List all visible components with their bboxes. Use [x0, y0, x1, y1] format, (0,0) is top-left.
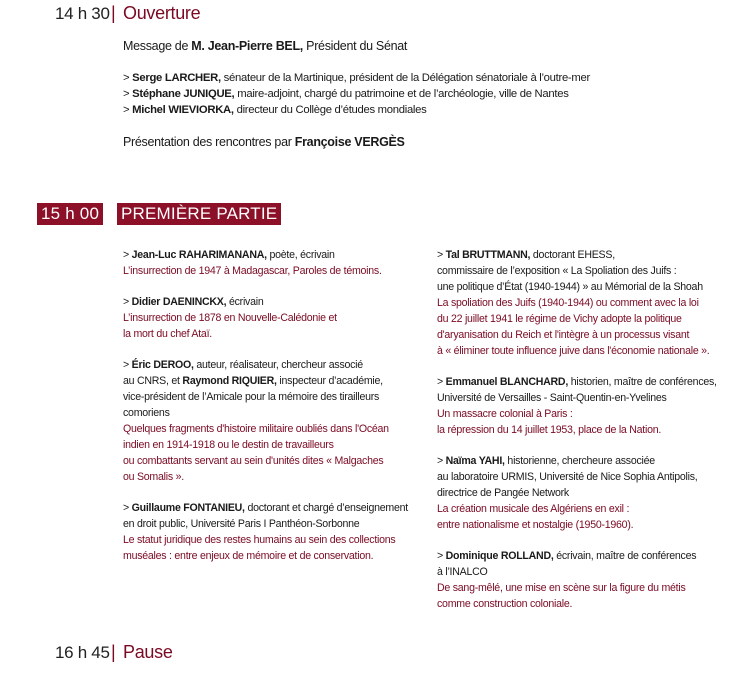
- speaker-name: Raymond RIQUIER,: [182, 375, 277, 387]
- text-segment: écrivain, maître de conférences: [553, 550, 697, 562]
- separator: |: [111, 642, 116, 662]
- spacer: [437, 359, 717, 374]
- speaker-name: Didier DAENINCKX,: [131, 296, 227, 308]
- text-segment: >: [437, 550, 446, 562]
- talk-title-line: muséales : entre enjeux de mémoire et de conservation.: [123, 550, 374, 562]
- speaker-entry: [123, 247, 408, 279]
- talk-title-line: La création musicale des Algériens en exil :: [437, 503, 630, 515]
- text-segment: poète, écrivain: [266, 249, 335, 261]
- text-segment: directeur du Collège d’études mondiales: [233, 104, 427, 116]
- talk-title-line: entre nationalisme et nostalgie (1950-1960).: [437, 519, 634, 531]
- spacer: [437, 438, 717, 453]
- speaker-info-line: [123, 389, 408, 405]
- speaker-entry: [437, 247, 717, 359]
- speaker-info-line: [437, 453, 717, 469]
- speaker-line: [123, 88, 569, 100]
- speaker-info-line: [437, 469, 717, 485]
- text-segment: écrivain: [226, 296, 264, 308]
- spacer: [437, 533, 717, 548]
- talk-title-line: la mort du chef Ataï.: [123, 328, 212, 340]
- speaker-info-line: [123, 516, 408, 532]
- speaker-name: M. Jean-Pierre BEL,: [191, 39, 303, 53]
- speaker-name: Serge LARCHER,: [132, 72, 221, 84]
- text-segment: Université de Versailles - Saint-Quentin-en-Yvelines: [437, 392, 667, 404]
- text-segment: >: [123, 72, 133, 84]
- opening-time: 14 h 30: [55, 4, 110, 23]
- talk-title-line: à « éliminer toute influence juive dans l'économie nationale ».: [437, 345, 710, 357]
- text-segment: au CNRS, et: [123, 375, 183, 387]
- part1-title-badge: PREMIÈRE PARTIE: [117, 203, 281, 225]
- text-segment: >: [437, 455, 446, 467]
- speaker-info-line: [437, 390, 717, 406]
- speaker-entry: [123, 294, 408, 342]
- text-segment: >: [123, 249, 132, 261]
- part1-time-badge: 15 h 00: [37, 203, 103, 225]
- talk-title-line: la répression du 14 juillet 1953, place de la Nation.: [437, 424, 662, 436]
- text-segment: Message de: [123, 39, 192, 53]
- speaker-info-line: [437, 247, 717, 263]
- speaker-name: Tal BRUTTMANN,: [445, 249, 531, 261]
- speaker-info-line: [123, 357, 408, 373]
- text-segment: >: [123, 104, 133, 116]
- talk-title-line: Le statut juridique des restes humains au sein des collections: [123, 534, 396, 546]
- pause-time: 16 h 45: [55, 643, 110, 662]
- speaker-entry: [123, 500, 408, 564]
- speaker-name: Dominique ROLLAND,: [445, 550, 554, 562]
- text-segment: une politique d’État (1940-1944) » au Mémorial de la Shoah: [437, 281, 703, 293]
- talk-title-line: indien en 1914-1918 ou le destin de travailleurs: [123, 439, 334, 451]
- text-segment: inspecteur d’académie,: [276, 375, 383, 387]
- text-segment: comoriens: [123, 407, 170, 419]
- speaker-info-line: [437, 485, 717, 501]
- left-column: [123, 247, 408, 564]
- speaker-name: Emmanuel BLANCHARD,: [445, 376, 569, 388]
- speaker-line: [123, 104, 426, 116]
- speaker-name: Naïma YAHI,: [445, 455, 505, 467]
- text-segment: historien, maître de conférences,: [568, 376, 717, 388]
- speaker-info-line: [123, 405, 408, 421]
- speaker-line: [123, 72, 590, 84]
- talk-title-line: d'aryanisation du Reich et l'intègre à un processus visant: [437, 329, 690, 341]
- spacer: [123, 342, 408, 357]
- speaker-entry: [437, 548, 717, 612]
- text-segment: Présentation des rencontres par: [123, 135, 295, 149]
- text-segment: doctorant et chargé d’enseignement: [244, 502, 408, 514]
- text-segment: au laboratoire URMIS, Université de Nice Sophia Antipolis,: [437, 471, 698, 483]
- opening-title: Ouverture: [123, 3, 201, 23]
- right-column: [437, 247, 717, 612]
- speaker-info-line: [123, 294, 408, 310]
- talk-title-line: De sang-mêlé, une mise en scène sur la figure du métis: [437, 582, 686, 594]
- presentation-line: [123, 135, 405, 149]
- text-segment: à l’INALCO: [437, 566, 488, 578]
- speaker-info-line: [437, 263, 717, 279]
- text-segment: vice-président de l’Amicale pour la mémoire des tirailleurs: [123, 391, 380, 403]
- speaker-info-line: [123, 247, 408, 263]
- talk-title-line: Quelques fragments d'histoire militaire oubliés dans l'Océan: [123, 423, 389, 435]
- spacer: [123, 279, 408, 294]
- talk-title-line: Un massacre colonial à Paris :: [437, 408, 573, 420]
- senate-message: [123, 39, 407, 53]
- text-segment: >: [437, 376, 446, 388]
- separator: |: [111, 3, 116, 23]
- talk-title-line: ou combattants servant au sein d'unités dites « Malgaches: [123, 455, 384, 467]
- spacer: [123, 485, 408, 500]
- talk-title-line: L’insurrection de 1878 en Nouvelle-Calédonie et: [123, 312, 337, 324]
- speaker-info-line: [123, 373, 408, 389]
- text-segment: >: [437, 249, 446, 261]
- talk-title-line: La spoliation des Juifs (1940-1944) ou comment avec la loi: [437, 297, 699, 309]
- speaker-info-line: [437, 279, 717, 295]
- talk-title-line: ou Somalis ».: [123, 471, 184, 483]
- speaker-entry: [437, 453, 717, 533]
- talk-title-line: L’insurrection de 1947 à Madagascar, Paroles de témoins.: [123, 265, 382, 277]
- text-segment: >: [123, 359, 132, 371]
- speaker-info-line: [437, 548, 717, 564]
- text-segment: historienne, chercheure associée: [504, 455, 655, 467]
- text-segment: Président du Sénat: [302, 39, 408, 53]
- text-segment: en droit public, Université Paris I Panthéon-Sorbonne: [123, 518, 360, 530]
- speaker-name: Jean-Luc RAHARIMANANA,: [131, 249, 267, 261]
- speaker-name: Stéphane JUNIQUE,: [132, 88, 235, 100]
- text-segment: doctorant EHESS,: [530, 249, 615, 261]
- speaker-name: Guillaume FONTANIEU,: [131, 502, 245, 514]
- text-segment: directrice de Pangée Network: [437, 487, 569, 499]
- speaker-name: Françoise VERGÈS: [294, 135, 405, 149]
- text-segment: auteur, réalisateur, chercheur associé: [193, 359, 363, 371]
- text-segment: sénateur de la Martinique, président de la Délégation sénatoriale à l’outre-mer: [220, 72, 590, 84]
- text-segment: >: [123, 296, 132, 308]
- speaker-info-line: [437, 374, 717, 390]
- speaker-name: Éric DEROO,: [131, 359, 194, 371]
- speaker-info-line: [437, 564, 717, 580]
- text-segment: >: [123, 502, 132, 514]
- speaker-entry: [437, 374, 717, 438]
- text-segment: commissaire de l’exposition « La Spoliation des Juifs :: [437, 265, 677, 277]
- talk-title-line: du 22 juillet 1941 le régime de Vichy adopte la politique: [437, 313, 682, 325]
- speaker-entry: [123, 357, 408, 485]
- text-segment: maire-adjoint, chargé du patrimoine et de l’archéologie, ville de Nantes: [234, 88, 569, 100]
- text-segment: >: [123, 88, 133, 100]
- talk-title-line: comme construction coloniale.: [437, 598, 573, 610]
- pause-title: Pause: [123, 642, 173, 662]
- speaker-info-line: [123, 500, 408, 516]
- speaker-name: Michel WIEVIORKA,: [132, 104, 234, 116]
